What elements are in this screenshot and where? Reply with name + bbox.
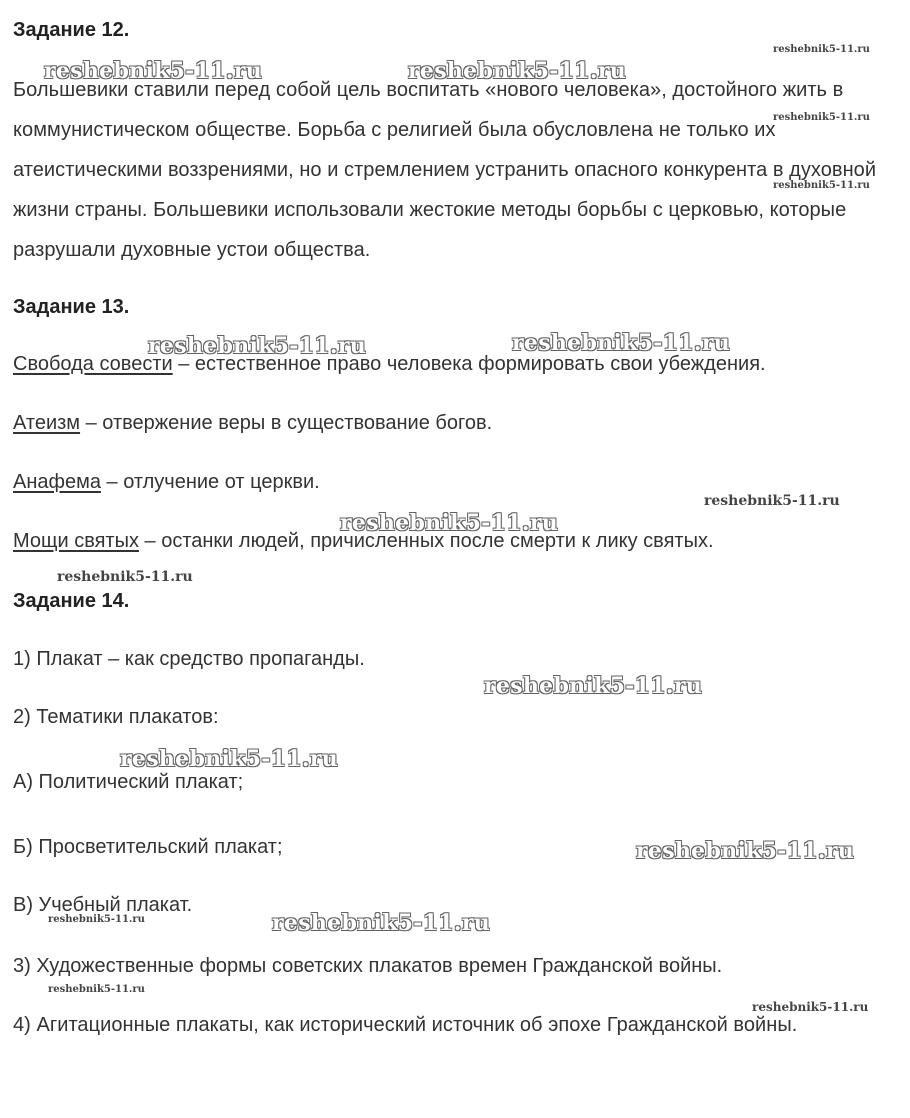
- watermark: reshebnik5-11.ru: [636, 838, 855, 864]
- definition-freedom-of-conscience: [13, 353, 766, 376]
- watermark: reshebnik5-11.ru: [340, 510, 559, 536]
- watermark: reshebnik5-11.ru: [57, 569, 193, 585]
- watermark: reshebnik5-11.ru: [752, 1000, 869, 1014]
- watermark: reshebnik5-11.ru: [120, 746, 339, 772]
- watermark: reshebnik5-11.ru: [773, 180, 870, 191]
- definition-anathema: [13, 471, 320, 494]
- watermark: reshebnik5-11.ru: [484, 673, 703, 699]
- definition-text: – останки людей, причисленных после смерти к лику святых.: [138, 530, 714, 552]
- term-freedom-of-conscience: Свобода совести: [13, 353, 173, 375]
- watermark: reshebnik5-11.ru: [773, 44, 870, 55]
- definition-text: – естественное право человека формировать свои убеждения.: [172, 353, 766, 375]
- term-anathema: Анафема: [13, 471, 101, 493]
- list-item: Б) Просветительский плакат;: [13, 836, 283, 858]
- task-12-heading: Задание 12.: [13, 19, 130, 41]
- list-item: А) Политический плакат;: [13, 771, 244, 793]
- definition-text: – отвержение веры в существование богов.: [80, 412, 493, 434]
- term-relics: Мощи святых: [13, 530, 139, 552]
- definition-text: – отлучение от церкви.: [100, 471, 320, 493]
- list-item: 2) Тематики плакатов:: [13, 706, 219, 728]
- watermark: reshebnik5-11.ru: [512, 330, 731, 356]
- task-12-text: Большевики ставили перед собой цель воспитать «нового человека», достойного жить в коммунистическом обществе. Борьба с религией была обусловлена не только их атеистическими воззрениями, но и стремлением устранить опасного конкурента в духовной жизни страны. Большевики использовали жестокие методы борьбы с церковью, которые разрушали духовные устои общества.: [13, 79, 877, 261]
- watermark: reshebnik5-11.ru: [48, 984, 145, 995]
- watermark: reshebnik5-11.ru: [272, 910, 491, 936]
- watermark: reshebnik5-11.ru: [44, 58, 263, 84]
- watermark: reshebnik5-11.ru: [148, 333, 367, 359]
- term-atheism: Атеизм: [13, 412, 81, 434]
- list-item: 1) Плакат – как средство пропаганды.: [13, 648, 365, 670]
- watermark: reshebnik5-11.ru: [704, 493, 840, 509]
- watermark: reshebnik5-11.ru: [773, 112, 870, 123]
- list-item: В) Учебный плакат.: [13, 894, 193, 916]
- list-item: 4) Агитационные плакаты, как исторический источник об эпохе Гражданской войны.: [13, 1014, 798, 1036]
- definition-atheism: [13, 412, 492, 435]
- task-14-heading: Задание 14.: [13, 590, 130, 612]
- watermark: reshebnik5-11.ru: [408, 58, 627, 84]
- task-13-heading: Задание 13.: [13, 296, 130, 318]
- watermark: reshebnik5-11.ru: [48, 914, 145, 925]
- list-item: 3) Художественные формы советских плакатов времен Гражданской войны.: [13, 955, 723, 977]
